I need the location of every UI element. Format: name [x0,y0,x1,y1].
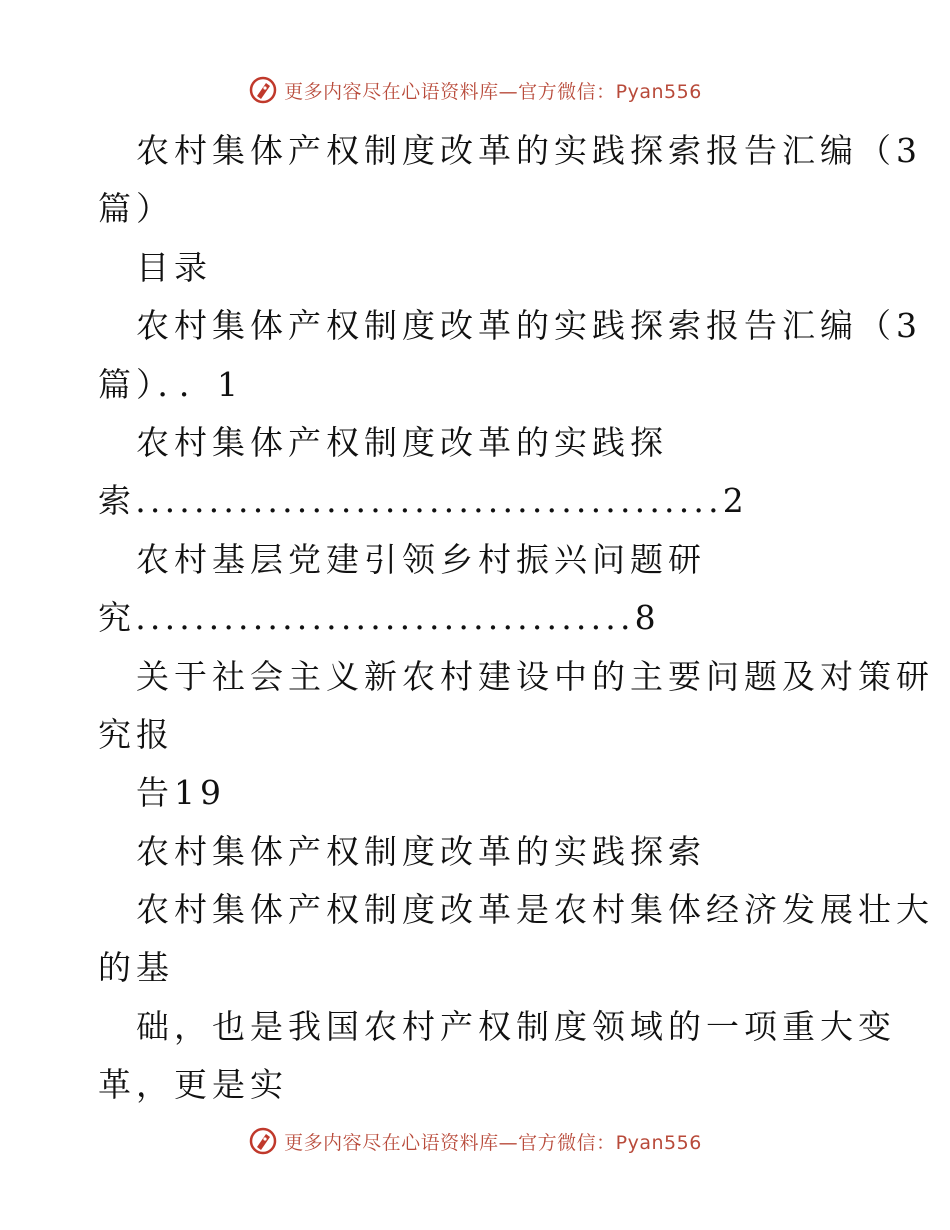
toc-entry-2-line-2[interactable]: 索........................................2 [98,481,748,521]
body-paragraph-line-4: 革，更是实 [98,1065,288,1105]
pen-nib-circle-icon [248,75,278,105]
toc-entry-2-line-1[interactable]: 农村集体产权制度改革的实践探 [136,422,668,462]
toc-entry-4-line-2[interactable]: 究报 [98,714,174,754]
document-body [98,122,934,1115]
toc-entry-3-line-2[interactable]: 究..................................8 [98,598,660,638]
pen-nib-circle-icon [248,1126,278,1156]
toc-heading: 目录 [136,247,212,287]
body-paragraph-line-1: 农村集体产权制度改革是农村集体经济发展壮大 [136,890,934,930]
body-paragraph-line-2: 的基 [98,948,174,988]
toc-entry-1-line-2[interactable]: 篇）．．1 [98,364,243,404]
section-heading: 农村集体产权制度改革的实践探索 [136,831,706,871]
body-paragraph-line-3: 础，也是我国农村产权制度领域的一项重大变 [136,1006,896,1046]
toc-entry-4-line-1[interactable]: 关于社会主义新农村建设中的主要问题及对策研 [136,656,934,696]
watermark-text: 更多内容尽在心语资料库—官方微信：Pyan556 [284,1131,702,1154]
doc-title-line-2: 篇） [98,189,174,229]
toc-entry-4-line-3[interactable]: 告19 [136,773,226,813]
toc-entry-1-line-1[interactable]: 农村集体产权制度改革的实践探索报告汇编（3 [136,306,922,346]
watermark-text: 更多内容尽在心语资料库—官方微信：Pyan556 [284,80,702,103]
toc-entry-3-line-1[interactable]: 农村基层党建引领乡村振兴问题研 [136,539,706,579]
header-watermark [0,74,950,106]
footer-watermark [0,1125,950,1157]
doc-title-line-1: 农村集体产权制度改革的实践探索报告汇编（3 [136,131,922,170]
